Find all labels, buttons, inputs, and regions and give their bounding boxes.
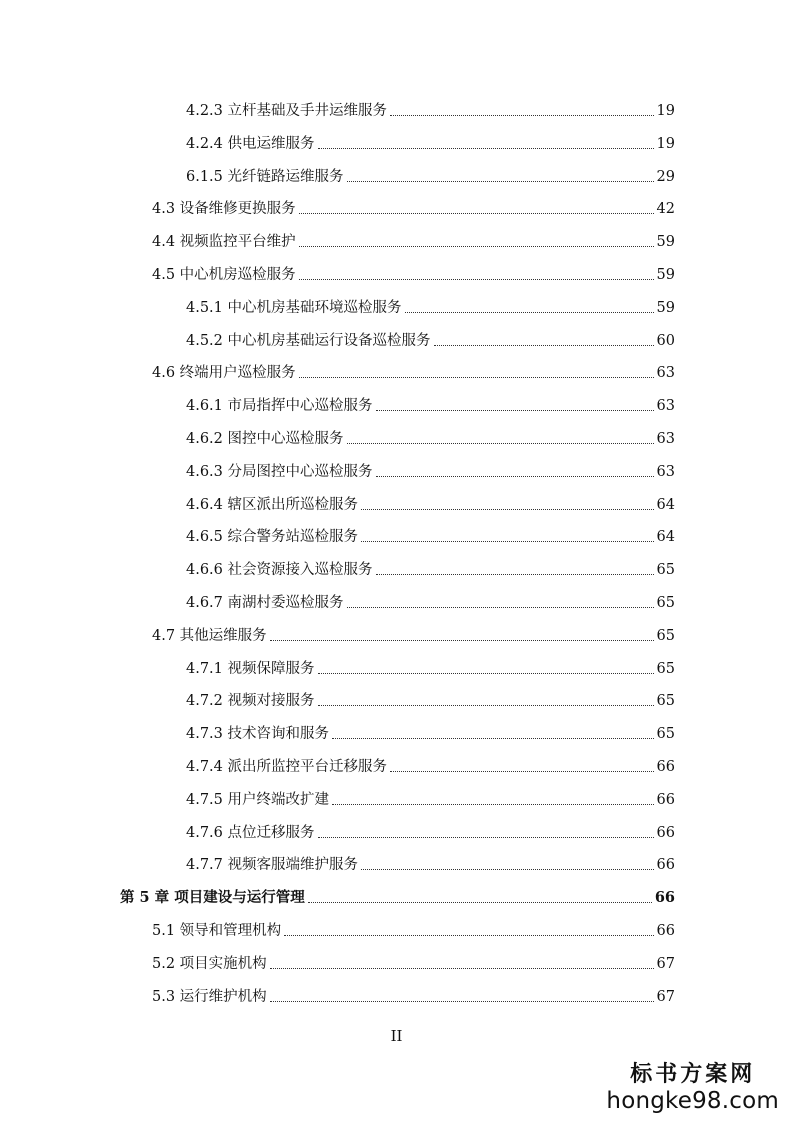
dot-leader bbox=[270, 1000, 654, 1002]
toc-entry-page: 64 bbox=[656, 529, 675, 546]
dot-leader bbox=[318, 704, 654, 706]
toc-entry-label: 4.6.3 分局图控中心巡检服务 bbox=[186, 463, 373, 480]
toc-entry-label: 5.2 项目实施机构 bbox=[152, 955, 267, 972]
toc-entry-label: 4.7.4 派出所监控平台迁移服务 bbox=[186, 759, 388, 775]
dot-leader bbox=[318, 836, 654, 838]
toc-entry-page: 64 bbox=[656, 496, 675, 513]
dot-leader bbox=[299, 376, 654, 378]
toc-entry[interactable] bbox=[152, 623, 675, 645]
dot-leader bbox=[405, 311, 654, 313]
page-number: II bbox=[390, 1027, 403, 1045]
dot-leader bbox=[299, 278, 654, 280]
toc-entry-page: 19 bbox=[656, 135, 675, 152]
toc-entry[interactable] bbox=[186, 852, 675, 874]
toc-entry-label: 4.7.6 点位迁移服务 bbox=[186, 824, 315, 841]
toc-entry-label: 4.5.1 中心机房基础环境巡检服务 bbox=[186, 299, 402, 316]
watermark-title: 标书方案网 bbox=[630, 1062, 756, 1087]
toc-entry[interactable] bbox=[152, 262, 675, 284]
toc-entry-label: 5.3 运行维护机构 bbox=[152, 988, 267, 1005]
site-watermark bbox=[606, 1057, 779, 1114]
toc-entry[interactable] bbox=[186, 524, 675, 546]
toc-entry-page: 66 bbox=[656, 857, 675, 874]
dot-leader bbox=[270, 639, 654, 641]
toc-entry-page: 65 bbox=[656, 562, 675, 579]
toc-entry-label: 4.7.1 视频保障服务 bbox=[186, 660, 315, 677]
toc-entry[interactable] bbox=[186, 328, 675, 350]
dot-leader bbox=[318, 672, 654, 674]
toc-entry-page: 65 bbox=[656, 726, 675, 743]
toc-entry-label: 4.6.4 辖区派出所巡检服务 bbox=[186, 496, 359, 513]
toc-entry[interactable] bbox=[186, 820, 675, 842]
toc-entry[interactable] bbox=[186, 557, 675, 579]
toc-entry[interactable] bbox=[186, 688, 675, 710]
toc-entry-label: 4.2.3 立杆基础及手井运维服务 bbox=[186, 103, 388, 119]
toc-entry-label: 6.1.5 光纤链路运维服务 bbox=[186, 168, 344, 185]
toc-entry-page: 66 bbox=[656, 923, 675, 939]
dot-leader bbox=[299, 245, 654, 247]
toc-entry-label: 4.6.5 综合警务站巡检服务 bbox=[186, 529, 359, 546]
toc-entry[interactable] bbox=[186, 459, 675, 481]
dot-leader bbox=[308, 901, 652, 903]
toc-entry[interactable] bbox=[186, 656, 675, 678]
dot-leader bbox=[376, 573, 654, 575]
dot-leader bbox=[332, 803, 654, 805]
toc-entry-label: 4.6.2 图控中心巡检服务 bbox=[186, 431, 344, 447]
toc-entry-label: 4.5.2 中心机房基础运行设备巡检服务 bbox=[186, 332, 431, 349]
toc-entry[interactable] bbox=[152, 360, 675, 382]
toc-entry-page: 65 bbox=[656, 627, 675, 644]
toc-entry-page: 67 bbox=[656, 988, 675, 1005]
toc-entry[interactable] bbox=[152, 229, 675, 251]
toc-entry-page: 29 bbox=[656, 168, 675, 185]
dot-leader bbox=[361, 540, 654, 542]
toc-entry-label: 4.7.2 视频对接服务 bbox=[186, 693, 315, 710]
dot-leader bbox=[347, 442, 654, 444]
toc-entry[interactable] bbox=[152, 918, 675, 940]
toc-entry-page: 66 bbox=[656, 791, 675, 808]
dot-leader bbox=[390, 114, 654, 116]
toc-entry-label: 4.7.3 技术咨询和服务 bbox=[186, 726, 330, 743]
toc-entry[interactable] bbox=[186, 492, 675, 514]
toc-entry-page: 19 bbox=[656, 103, 675, 119]
toc-entry-label: 4.6.7 南湖村委巡检服务 bbox=[186, 595, 344, 611]
toc-entry-page: 63 bbox=[656, 463, 675, 480]
toc-entry[interactable] bbox=[186, 131, 675, 153]
toc-entry[interactable] bbox=[186, 787, 675, 809]
toc-entry-page: 59 bbox=[656, 267, 675, 283]
toc-entry-page: 63 bbox=[656, 398, 675, 415]
toc-entry-label: 4.7.7 视频客服端维护服务 bbox=[186, 857, 359, 874]
toc-entry[interactable] bbox=[186, 393, 675, 415]
toc-entry[interactable] bbox=[186, 295, 675, 317]
toc-entry-page: 59 bbox=[656, 299, 675, 316]
dot-leader bbox=[299, 212, 654, 214]
toc-entry[interactable] bbox=[186, 590, 675, 612]
toc-chapter-entry[interactable] bbox=[120, 885, 675, 907]
toc-entry-page: 65 bbox=[656, 660, 675, 677]
toc-entry-page: 63 bbox=[656, 365, 675, 382]
toc-entry-page: 60 bbox=[656, 332, 675, 349]
toc-entry-page: 65 bbox=[656, 693, 675, 710]
toc-entry-page: 63 bbox=[656, 431, 675, 447]
toc-entry-page: 66 bbox=[654, 889, 675, 907]
dot-leader bbox=[390, 770, 654, 772]
dot-leader bbox=[361, 508, 654, 510]
toc-entry-label: 4.2.4 供电运维服务 bbox=[186, 135, 315, 152]
toc-entry-label: 4.6.6 社会资源接入巡检服务 bbox=[186, 562, 373, 579]
dot-leader bbox=[361, 868, 654, 870]
toc-entry[interactable] bbox=[152, 984, 675, 1006]
toc-entry-label: 4.7.5 用户终端改扩建 bbox=[186, 791, 330, 808]
toc-entry[interactable] bbox=[186, 98, 675, 120]
toc-entry[interactable] bbox=[186, 164, 675, 186]
toc-entry-label: 4.4 视频监控平台维护 bbox=[152, 234, 296, 251]
toc-entry-page: 65 bbox=[656, 595, 675, 611]
dot-leader bbox=[270, 967, 654, 969]
watermark-url: hongke98.com bbox=[606, 1088, 779, 1114]
dot-leader bbox=[434, 344, 654, 346]
dot-leader bbox=[318, 147, 654, 149]
toc-entry-page: 59 bbox=[656, 234, 675, 251]
toc-entry-label: 5.1 领导和管理机构 bbox=[152, 923, 282, 939]
dot-leader bbox=[347, 606, 654, 608]
toc-entry-page: 66 bbox=[656, 759, 675, 775]
dot-leader bbox=[284, 934, 653, 936]
toc-entry[interactable] bbox=[186, 721, 675, 743]
dot-leader bbox=[332, 737, 654, 739]
dot-leader bbox=[376, 475, 654, 477]
toc-entry[interactable] bbox=[152, 196, 675, 218]
toc-entry-label: 4.5 中心机房巡检服务 bbox=[152, 267, 296, 283]
toc-entry-page: 66 bbox=[656, 824, 675, 841]
toc-entry[interactable] bbox=[186, 426, 675, 448]
toc-entry-label: 第 5 章 项目建设与运行管理 bbox=[120, 889, 305, 907]
toc-entry-label: 4.3 设备维修更换服务 bbox=[152, 201, 296, 218]
toc-entry-label: 4.7 其他运维服务 bbox=[152, 627, 267, 644]
toc-entry[interactable] bbox=[186, 754, 675, 776]
toc-entry[interactable] bbox=[152, 951, 675, 973]
toc-entry-page: 67 bbox=[656, 955, 675, 972]
toc-entry-page: 42 bbox=[656, 201, 675, 218]
toc-entry-label: 4.6.1 市局指挥中心巡检服务 bbox=[186, 398, 373, 415]
dot-leader bbox=[347, 180, 654, 182]
dot-leader bbox=[376, 409, 654, 411]
toc-entry-label: 4.6 终端用户巡检服务 bbox=[152, 365, 296, 382]
